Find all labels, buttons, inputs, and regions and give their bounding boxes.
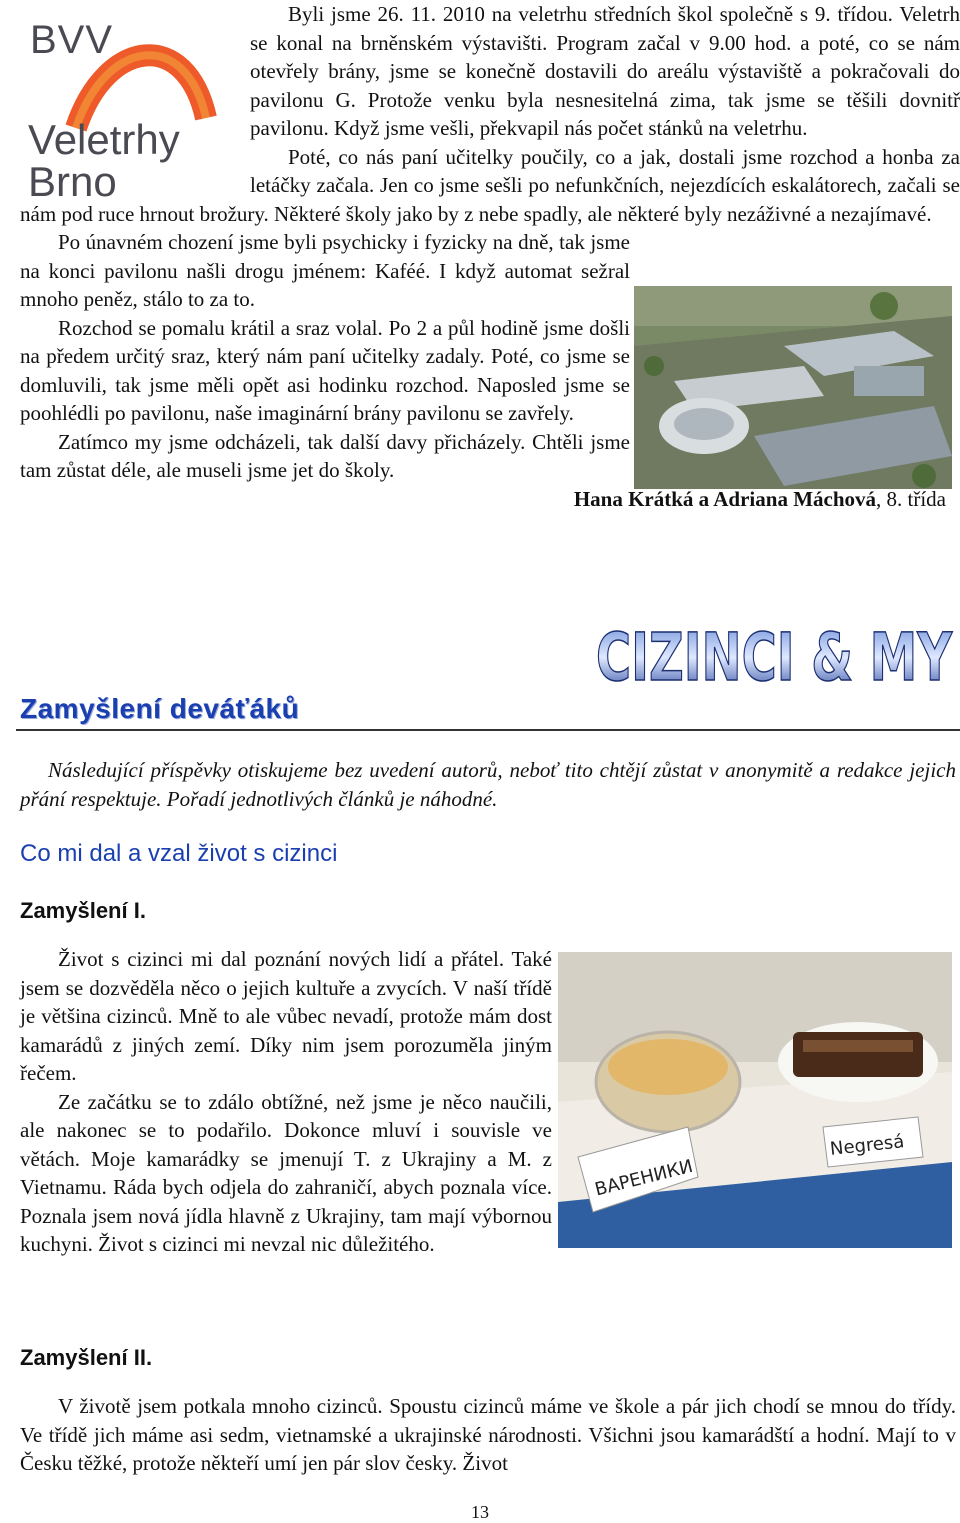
article1-paragraph-5: Zatímco my jsme odcházeli, tak další davy přicházely. Chtěli jsme tam zůstat déle, ale museli jsme jet do školy. — [20, 429, 630, 482]
logo-bvv-text: BVV — [30, 18, 114, 62]
section-subtitle: Co mi dal a vzal život s cizinci — [20, 840, 338, 867]
article1-authors: Hana Krátká a Adriana Máchová — [573, 486, 877, 511]
food-card-negresa: Negresá — [829, 1131, 906, 1160]
section-divider — [16, 729, 960, 731]
article1-class: , 8. třída — [876, 486, 946, 511]
essay1-paragraph-1: Život s cizinci mi dal poznání nových lidí a přátel. Také jsem se dozvěděla něco o jejich kultuře a zvycích. V naší třídě je většina cizinců. Mně to ale vůbec nevadí, protože mám dost kamarádů z jiných zemí. Díky nim jsem porozuměla jiným řečem. — [20, 947, 552, 1085]
section-title: Zamyšlení deváťáků — [20, 693, 300, 724]
essay2-title: Zamyšlení II. — [20, 1345, 153, 1370]
article1-paragraph-4: Rozchod se pomalu krátil a sraz volal. Po 2 a půl hodině jsme došli na předem určitý sraz, který nám paní učitelky zadaly. Poté, co jsme se domluvili, tak jsme měli opět asi hodinku rozchod. Naposled jsme se poohlédli po pavilonu, naše imaginární brány pavilonu se zavřely. — [20, 315, 630, 425]
essay2-body — [20, 1392, 956, 1478]
essay2-paragraph-1: V životě jsem potkala mnoho cizinců. Spoustu cizinců máme ve škole a pár jich chodí se mnou do třídy. Ve třídě jich máme asi sedm, vietnamské a ukrajinské národnosti. Všichni jsou kamarádští a hodní. Mají to v Česku těžké, protože někteří umí jen pár slov česky. Život — [20, 1394, 956, 1475]
article1-paragraph-3: Po únavném chození jsme byli psychicky i fyzicky na dně, tak jsme na konci pavilonu našli drogu jménem: Kaféé. I když automat sežral mnoho peněz, stálo to za to. — [20, 230, 630, 311]
logo-brno-text: Brno — [28, 158, 117, 205]
essay1-paragraph-2: Ze začátku se to zdálo obtížné, než jsme je něco naučili, ale nakonec se to podařilo. Dokonce mluví i souvisle ve větách. Moje kamarádky se jmenují T. z Ukrajiny a M. z Vietnamu. Ráda bych odjela do zahraničí, abych poznala více. Poznala jsem nová jídla hlavně z Ukrajiny, tam mají výbornou kuchyni. Život s cizinci mi nevzal nic důležitého. — [20, 1089, 552, 1256]
article1-paragraph-1: Byli jsme 26. 11. 2010 na veletrhu středních škol společně s 9. třídou. Veletrh se konal na brněnském výstavišti. Program začal v 9.00 hod. a poté, co se nám otevřely brány, jsme se konečně dostavili do areálu výstaviště a pokračovali do pavilonu G. Protože venku byla nesnesitelná zima, tak jsme se těšili dovnitř pavilonu. Když jsme vešli, překvapil nás počet stánků na veletrhu. — [250, 2, 960, 140]
essay1-title: Zamyšlení I. — [20, 898, 146, 923]
essay1-body — [20, 945, 956, 1259]
banner-text: CIZINCI & MY — [596, 619, 953, 696]
article-veletrh — [20, 0, 960, 513]
page-number: 13 — [471, 1502, 489, 1522]
article1-byline — [20, 485, 960, 514]
food-card-vareniki: ВАРЕНИКИ — [592, 1155, 696, 1201]
section-intro: Následující příspěvky otiskujeme bez uvedení autorů, neboť tito chtějí zůstat v anonymitě a redakce jejich přání respektuje. Pořadí jednotlivých článků je náhodné. — [20, 758, 956, 811]
cizinci-banner — [594, 612, 956, 696]
article1-paragraph-2: Poté, co nás paní učitelky poučily, co a jak, dostali jsme rozchod a honba za letáčky začala. Jen co jsme sešli po nefunkčních, nejezdících eskalátorech, začali se nám pod ruce hrnout brožury. Některé školy jako by z nebe spadly, ale některé byly nezáživné a nezajímavé. — [20, 144, 960, 226]
logo-veletrhy-text: Veletrhy — [28, 116, 180, 163]
